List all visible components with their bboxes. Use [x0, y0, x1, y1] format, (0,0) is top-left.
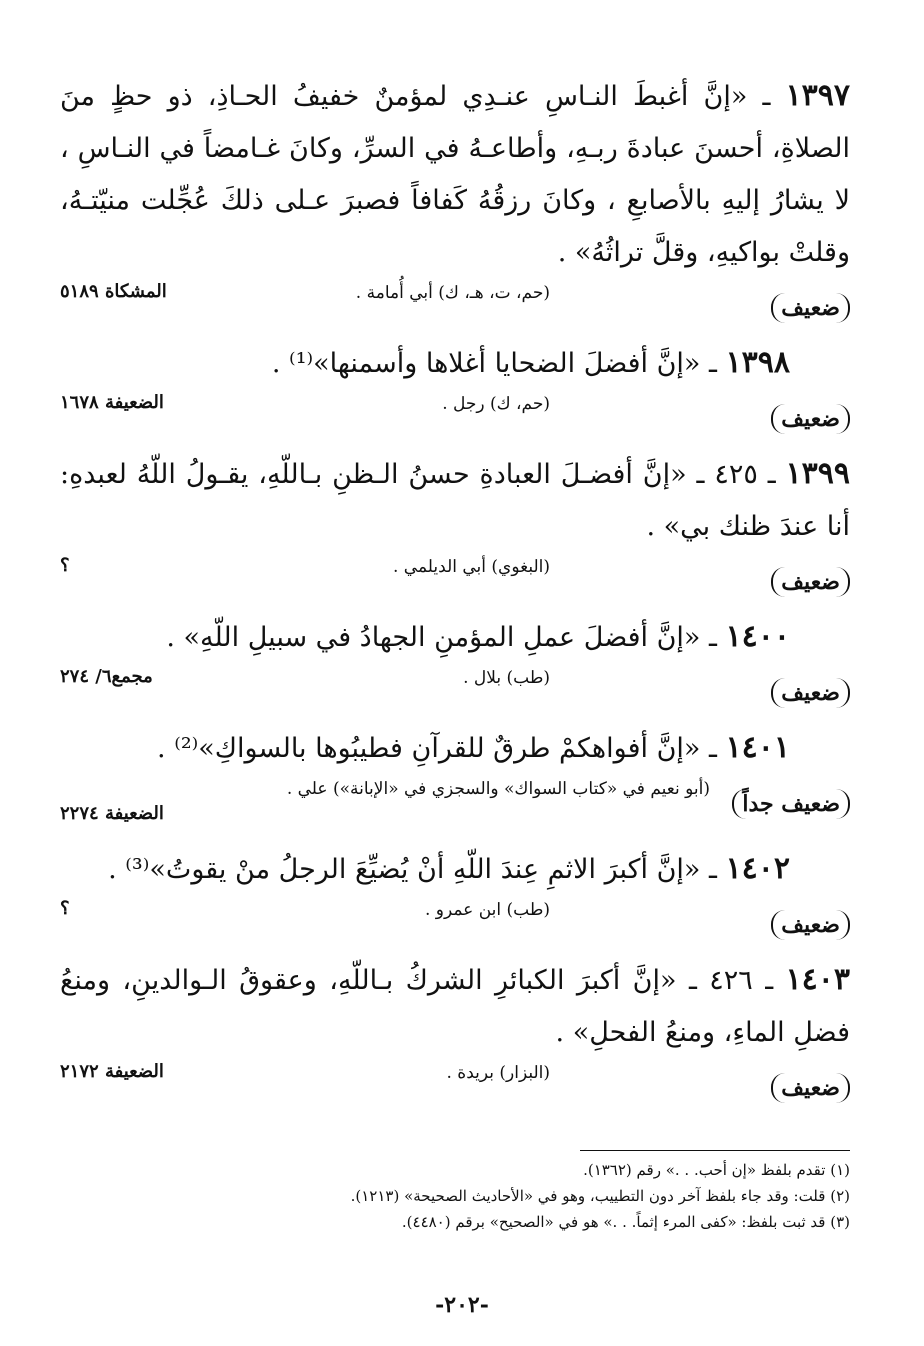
entry-number: ١٤٠٣ [785, 962, 850, 997]
entry-meta-1399 [60, 553, 850, 605]
entry-text: «إنَّ أكبرَ الاثمِ عِندَ اللّهِ أنْ يُضيِّعَ الرجلُ منْ يقوتُ»⁽³⁾ . [108, 854, 701, 885]
footnotes [75, 1150, 850, 1235]
reference: الضعيفة ١٦٧٨ [60, 392, 164, 413]
grade-badge: ضعيف جداً [732, 789, 850, 819]
entry-meta-1402 [60, 896, 850, 948]
hadith-entry-1401: ١٤٠١ ـ «إنَّ أفواهكمْ طرقٌ للقرآنِ فطيبُوها بالسواكِ»⁽²⁾ . [157, 730, 790, 765]
reference: الضعيفة ٢١٧٢ [60, 1061, 164, 1082]
grade-badge: ضعيف [771, 404, 850, 434]
source-attribution: (طب) بلال . [463, 668, 550, 688]
hadith-entry-1400: ١٤٠٠ ـ «إنَّ أفضلَ عملِ المؤمنِ الجهادُ في سبيلِ اللّهِ» . [166, 619, 790, 654]
entry-number: ١٤٠٢ [725, 851, 790, 886]
reference: الضعيفة ٢٢٧٤ [60, 803, 164, 824]
source-attribution: (البغوي) أبي الديلمي . [392, 557, 550, 577]
entry-text: «إنَّ أكبرَ الكبائرِ الشركُ بـاللّهِ، وعقوقُ الـوالدينِ، ومنعُ فضلِ الماءِ، ومنعُ الفحلِ» . [60, 965, 850, 1048]
entry-number: ١٣٩٩ [785, 456, 850, 491]
entry-text: «إنَّ أغبطَ النـاسِ عنـدِي لمؤمنٌ خفيفُ الحـاذِ، ذو حظٍ منَ الصلاةِ، أحسنَ عبادةَ ربـهِ، وأطاعـهُ في السرِّ، وكانَ غـامضاً في النـاسِ ، لا يشارُ إليهِ بالأصابعِ ، وكانَ رزقُهُ كَفافاً فصبرَ عـلى ذلكَ عُجِّلت منيّتـهُ، وقلتْ بواكيهِ، وقلَّ تراثُهُ» . [60, 81, 850, 268]
entry-secondary-number: ٤٢٦ ـ [688, 965, 753, 996]
grade-badge: ضعيف [771, 1073, 850, 1103]
page-number: -٢٠٢- [435, 1292, 489, 1318]
hadith-entry-1397: ١٣٩٧ ـ «إنَّ أغبطَ النـاسِ عنـدِي لمؤمنٌ خفيفُ الحـاذِ، ذو حظٍ منَ الصلاةِ، أحسنَ عبادةَ ربـهِ، وأطاعـهُ في السرِّ، وكانَ غـامضاً في النـاسِ ، لا يشارُ إليهِ بالأصابعِ ، وكانَ رزقُهُ كَفافاً فصبرَ عـلى ذلكَ عُجِّلت منيّتـهُ، وقلتْ بواكيهِ، وقلَّ تراثُهُ» . [60, 78, 850, 268]
reference: مجمع٦/ ٢٧٤ [60, 666, 153, 687]
source-attribution: (حم، ت، هـ، ك) أبي أُمامة . [355, 283, 550, 303]
entry-meta-1398 [60, 390, 850, 442]
footnote-divider [580, 1150, 850, 1151]
footnote-1: (١) تقدم بلفظ «إن أحب. . .» رقم (١٣٦٢). [583, 1161, 850, 1179]
entry-text: «إنَّ أفواهكمْ طرقٌ للقرآنِ فطيبُوها بالسواكِ»⁽²⁾ . [157, 733, 701, 764]
source-attribution: (حم، ك) رجل . [442, 394, 550, 414]
grade-badge: ضعيف [771, 293, 850, 323]
source-attribution: (أبو نعيم في «كتاب السواك» والسجزي في «الإبانة») علي . [286, 779, 710, 799]
source-attribution: (البزار) بريدة . [446, 1063, 550, 1083]
entry-meta-1403 [60, 1059, 850, 1111]
entry-number: ١٤٠٠ [725, 619, 790, 654]
entry-meta-1397 [60, 279, 850, 331]
entry-meta-1400 [60, 664, 850, 716]
entry-text: «إنَّ أفضلَ الضحايا أغلاها وأسمنها»⁽¹⁾ . [271, 348, 701, 379]
source-attribution: (طب) ابن عمرو . [424, 900, 550, 920]
entry-text: «إنَّ أفضلَ عملِ المؤمنِ الجهادُ في سبيلِ اللّهِ» . [166, 622, 701, 653]
grade-badge: ضعيف [771, 910, 850, 940]
footnote-3: (٣) قد ثبت بلفظ: «كفى المرء إثماً. . .» هو في «الصحيح» برقم (٤٤٨٠). [401, 1213, 850, 1231]
grade-badge: ضعيف [771, 678, 850, 708]
entry-number: ١٣٩٧ [785, 78, 850, 113]
footnote-2: (٢) قلت: وقد جاء بلفظ آخر دون التطييب، وهو في «الأحاديث الصحيحة» (١٢١٣). [350, 1187, 850, 1205]
hadith-entry-1402: ١٤٠٢ ـ «إنَّ أكبرَ الاثمِ عِندَ اللّهِ أنْ يُضيِّعَ الرجلُ منْ يقوتُ»⁽³⁾ . [108, 851, 790, 886]
hadith-entry-1403: ١٤٠٣ ـ ٤٢٦ ـ «إنَّ أكبرَ الكبائرِ الشركُ بـاللّهِ، وعقوقُ الـوالدينِ، ومنعُ فضلِ الماءِ، ومنعُ الفحلِ» . [60, 962, 850, 1048]
page-body [60, 70, 850, 1117]
reference: المشكاة ٥١٨٩ [60, 281, 167, 302]
reference: ؟ [60, 898, 70, 919]
hadith-entry-1398: ١٣٩٨ ـ «إنَّ أفضلَ الضحايا أغلاها وأسمنها»⁽¹⁾ . [271, 345, 790, 380]
entry-secondary-number: ٤٢٥ ـ [696, 459, 758, 490]
grade-badge: ضعيف [771, 567, 850, 597]
hadith-entry-1399: ١٣٩٩ ـ ٤٢٥ ـ «إنَّ أفضـلَ العبادةِ حسنُ الـظنِ بـاللّهِ، يقـولُ اللّهُ لعبدهِ: أنا عندَ ظنك بي» . [60, 456, 850, 542]
reference: ؟ [60, 555, 70, 576]
entry-number: ١٣٩٨ [725, 345, 790, 380]
entry-number: ١٤٠١ [725, 730, 790, 765]
entry-text: «إنَّ أفضـلَ العبادةِ حسنُ الـظنِ بـاللّهِ، يقـولُ اللّهُ لعبدهِ: أنا عندَ ظنك بي» . [60, 459, 850, 542]
entry-meta-1401 [60, 775, 850, 837]
